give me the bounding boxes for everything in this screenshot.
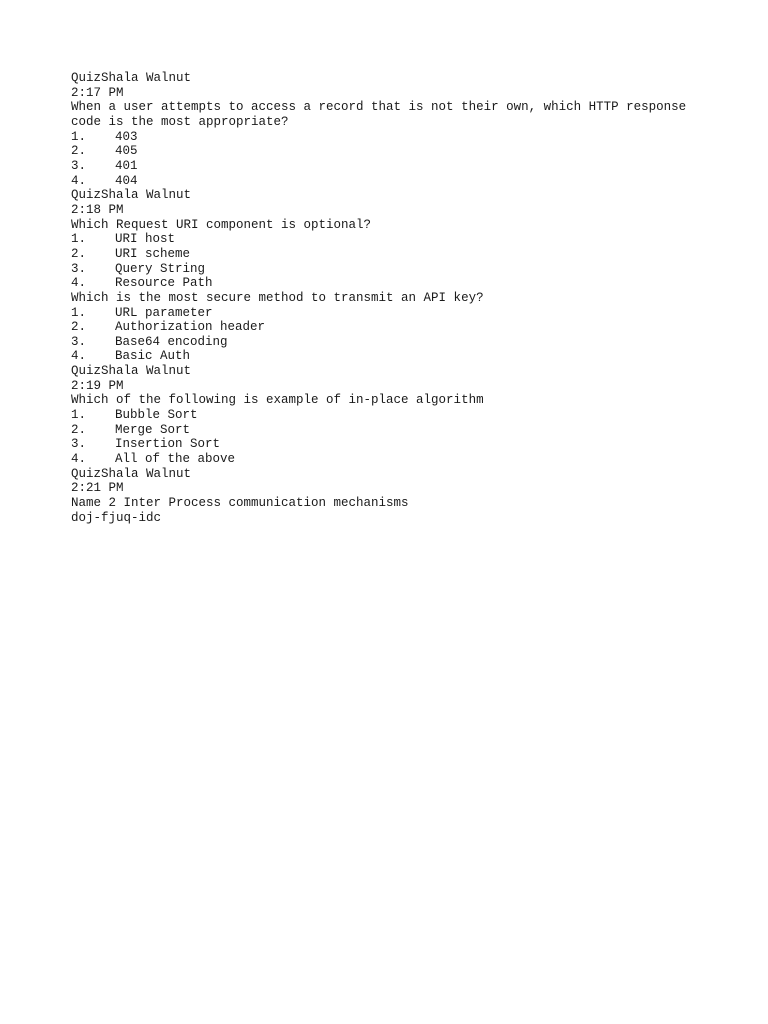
- question-text: Which is the most secure method to transmit an API key?: [71, 290, 484, 305]
- option-item: [71, 232, 711, 247]
- document-page: [71, 71, 711, 525]
- option-text: Basic Auth: [115, 349, 191, 364]
- option-item: [71, 276, 711, 291]
- option-text: Bubble Sort: [115, 408, 198, 423]
- option-item: [71, 320, 711, 335]
- question-text: Which of the following is example of in-place algorithm: [71, 393, 484, 408]
- question-block: [71, 291, 711, 364]
- option-item: [71, 247, 711, 262]
- question-text: Which Request URI component is optional?: [71, 217, 372, 232]
- option-number: 1.: [71, 129, 87, 144]
- option-text: Query String: [115, 261, 206, 276]
- message-time: 2:19 PM: [71, 378, 124, 393]
- option-number: 4.: [71, 276, 87, 291]
- option-item: [71, 408, 711, 423]
- option-number: 1.: [71, 305, 87, 320]
- option-item: [71, 437, 711, 452]
- message-block: [71, 364, 711, 467]
- option-number: 4.: [71, 349, 87, 364]
- option-text: Insertion Sort: [115, 437, 221, 452]
- message-block: [71, 71, 711, 188]
- option-text: Authorization header: [115, 320, 266, 335]
- sender-name: QuizShala Walnut: [71, 71, 192, 85]
- option-text: URI host: [115, 232, 176, 247]
- option-item: [71, 159, 711, 174]
- question-text: When a user attempts to access a record that is not their own, which HTTP response code is the most appropriate?: [71, 100, 694, 129]
- option-text: Base64 encoding: [115, 334, 228, 349]
- option-text: 401: [115, 158, 138, 173]
- option-text: 404: [115, 173, 138, 188]
- option-item: [71, 349, 711, 364]
- option-item: [71, 262, 711, 277]
- option-number: 2.: [71, 144, 87, 159]
- option-number: 1.: [71, 232, 87, 247]
- option-text: 403: [115, 129, 138, 144]
- option-item: [71, 306, 711, 321]
- option-item: [71, 144, 711, 159]
- option-number: 3.: [71, 334, 87, 349]
- sender-name: QuizShala Walnut: [71, 188, 192, 203]
- option-item: [71, 335, 711, 350]
- footer-code: doj-fjuq-idc: [71, 510, 162, 525]
- option-number: 4.: [71, 452, 87, 467]
- message-block: [71, 188, 711, 291]
- question-text: Name 2 Inter Process communication mechanisms: [71, 496, 409, 511]
- option-number: 1.: [71, 408, 87, 423]
- message-time: 2:17 PM: [71, 85, 124, 100]
- option-number: 4.: [71, 173, 87, 188]
- option-number: 3.: [71, 158, 87, 173]
- option-text: All of the above: [115, 452, 236, 467]
- sender-name: QuizShala Walnut: [71, 466, 192, 481]
- option-item: [71, 423, 711, 438]
- option-number: 2.: [71, 246, 87, 261]
- sender-name: QuizShala Walnut: [71, 364, 192, 379]
- option-number: 2.: [71, 320, 87, 335]
- option-item: [71, 130, 711, 145]
- option-item: [71, 452, 711, 467]
- option-item: [71, 174, 711, 189]
- message-block: [71, 467, 711, 511]
- message-time: 2:18 PM: [71, 202, 124, 217]
- option-text: URI scheme: [115, 246, 191, 261]
- option-number: 3.: [71, 261, 87, 276]
- option-number: 2.: [71, 422, 87, 437]
- option-number: 3.: [71, 437, 87, 452]
- option-text: URL parameter: [115, 305, 213, 320]
- option-text: Merge Sort: [115, 422, 191, 437]
- option-text: Resource Path: [115, 276, 213, 291]
- message-time: 2:21 PM: [71, 481, 124, 496]
- option-text: 405: [115, 144, 138, 159]
